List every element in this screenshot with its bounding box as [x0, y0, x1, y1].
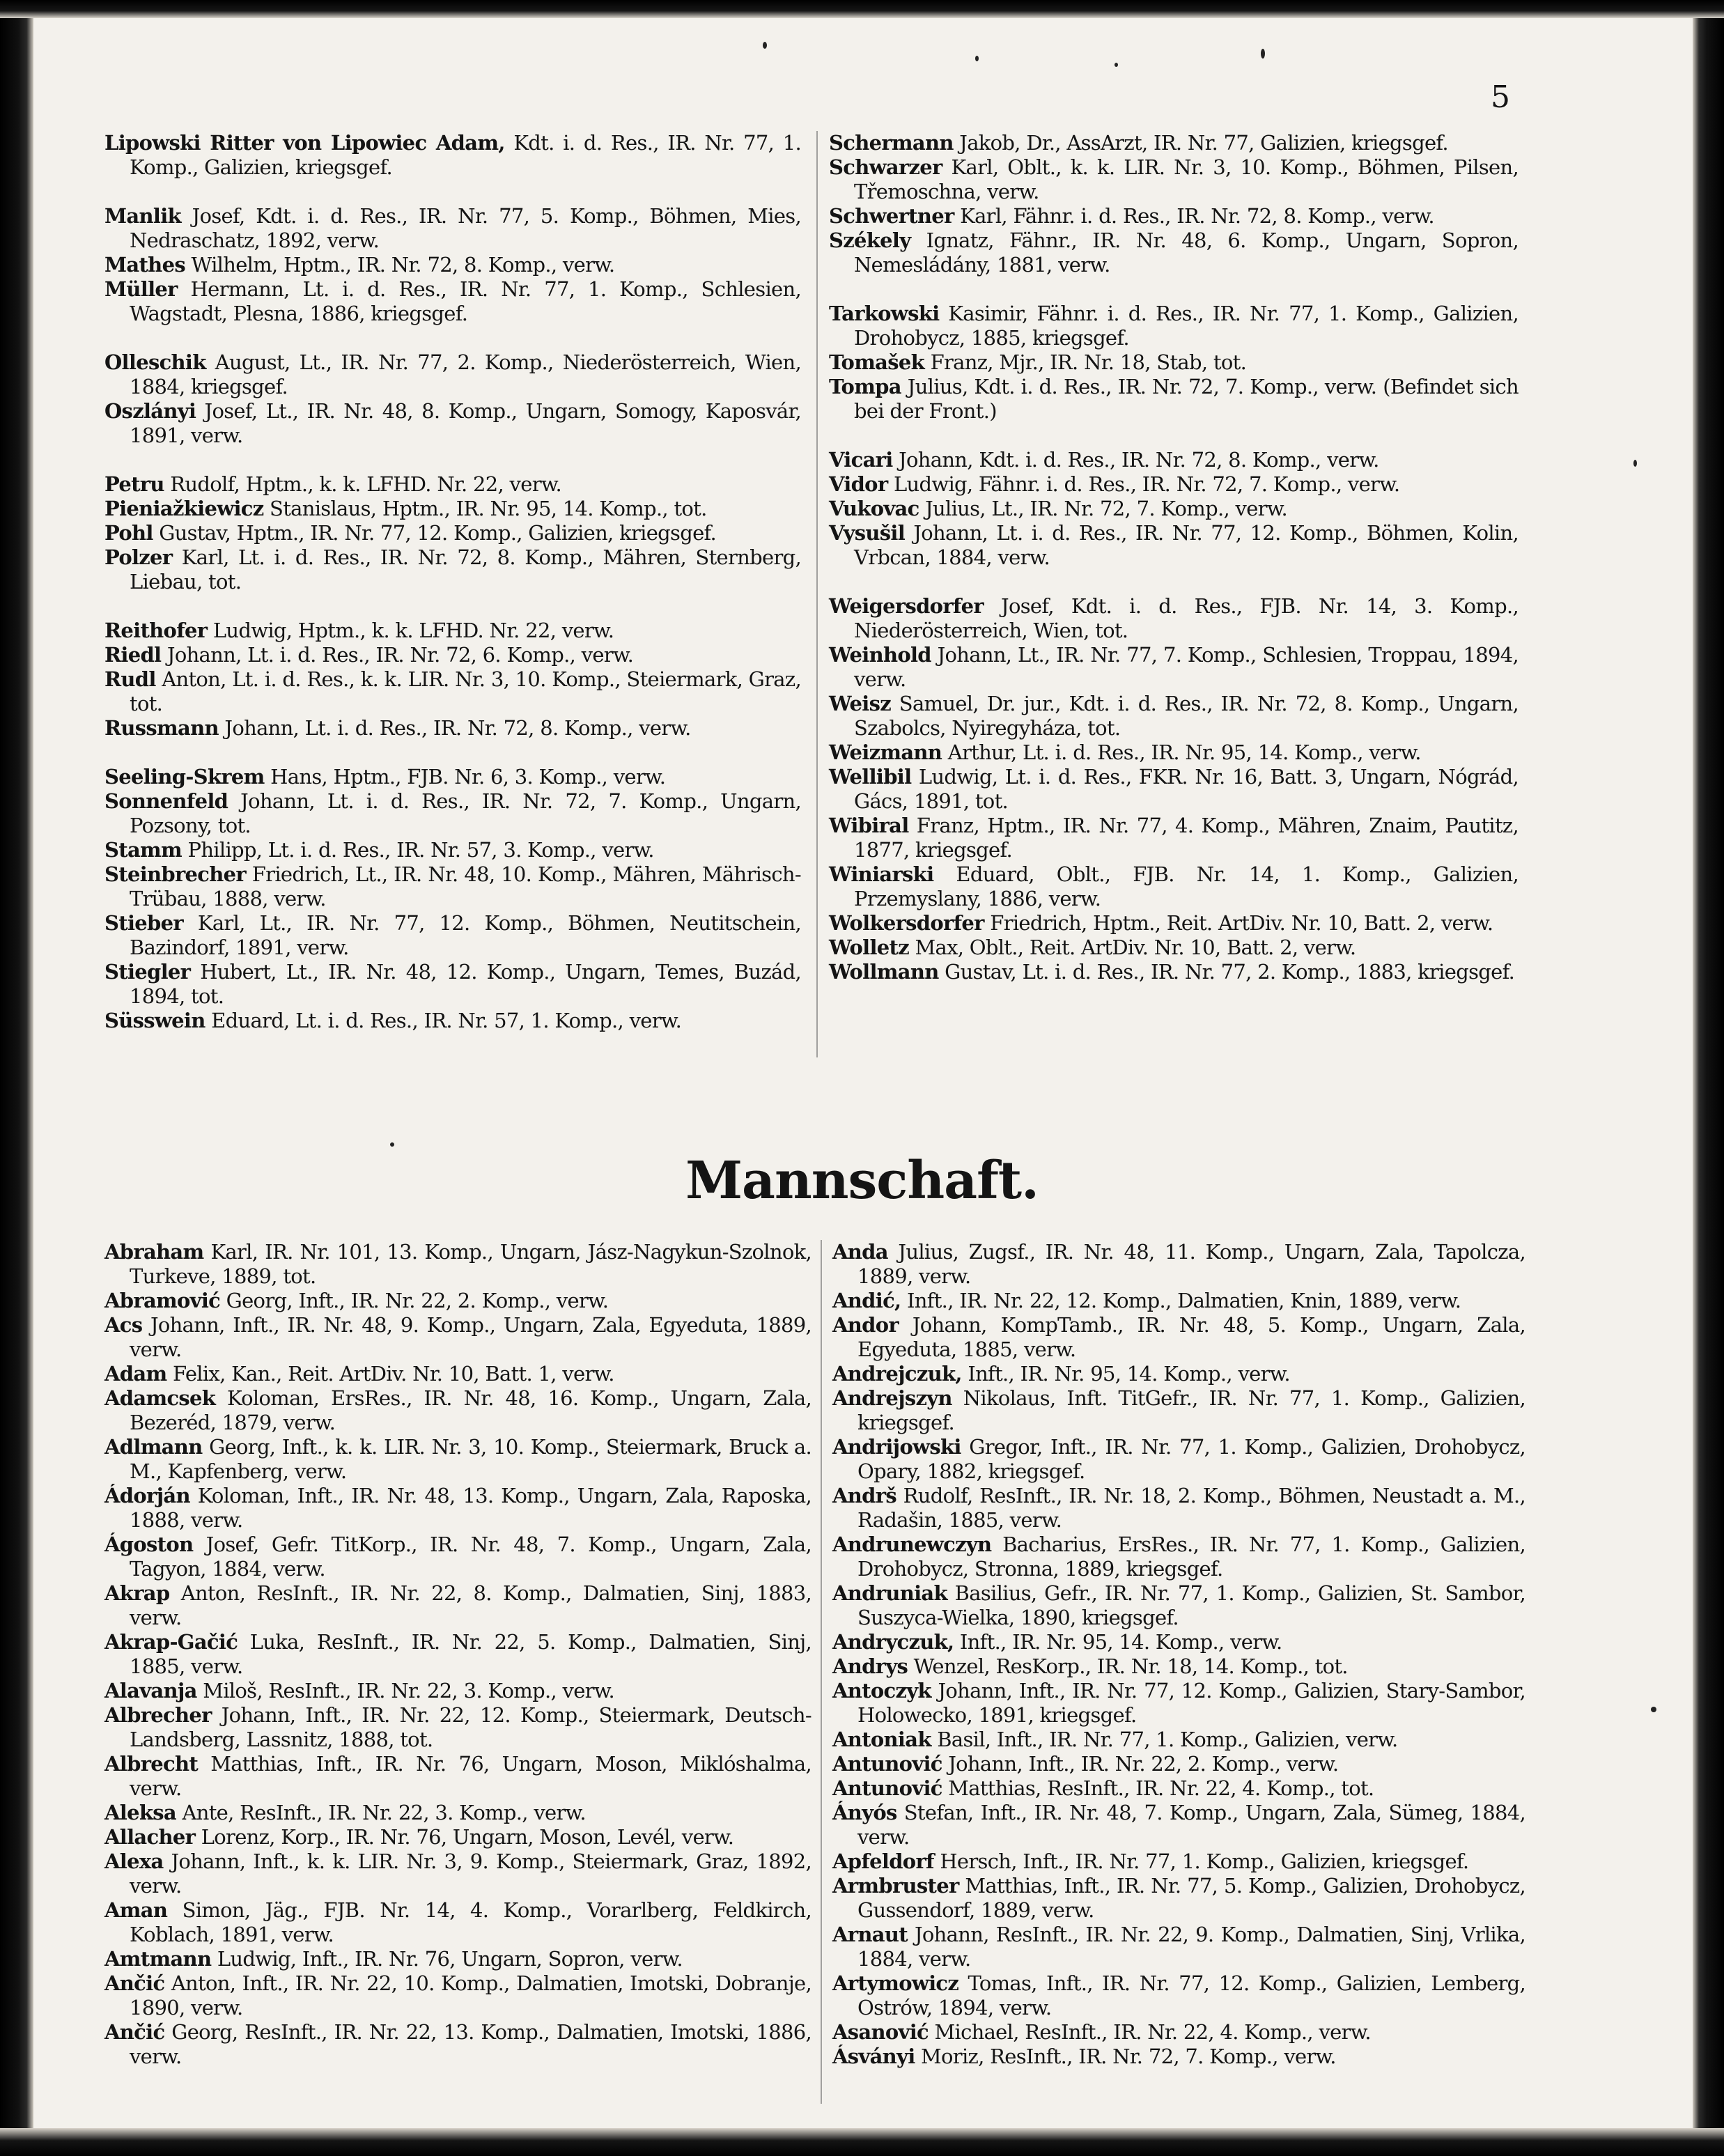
casualty-entry: [832, 1533, 1525, 1581]
casualty-entry: [104, 1898, 811, 1947]
entry-surname: Stieber: [104, 911, 183, 935]
casualty-entry: [104, 1581, 811, 1630]
entry-surname: Acs: [104, 1313, 143, 1337]
entry-details: Ignatz, Fähnr., IR. Nr. 48, 6. Komp., Ungarn, Sopron, Nemesládány, 1881, verw.: [854, 228, 1519, 277]
casualty-entry: [829, 960, 1519, 984]
entry-details: Hans, Hptm., FJB. Nr. 6, 3. Komp., verw.: [264, 765, 666, 789]
casualty-entry: [832, 1484, 1525, 1533]
casualty-entry: [829, 131, 1519, 155]
entry-details: Franz, Mjr., IR. Nr. 18, Stab, tot.: [924, 350, 1247, 374]
casualty-entry: [829, 740, 1519, 765]
casualty-entry: [832, 1313, 1525, 1362]
section-title: Mannschaft.: [685, 1151, 1039, 1211]
casualty-entry: [104, 1484, 811, 1533]
entry-surname: Antoniak: [832, 1728, 931, 1751]
entry-surname: Stiegler: [104, 960, 191, 984]
entry-details: Johann, Inft., k. k. LIR. Nr. 3, 9. Komp., Steiermark, Graz, 1892, verw.: [130, 1849, 811, 1898]
entry-surname: Wibiral: [829, 814, 909, 837]
entry-surname: Albrecht: [104, 1752, 199, 1776]
casualty-entry: [104, 1289, 811, 1313]
entry-surname: Tarkowski: [829, 302, 940, 325]
entry-details: Hersch, Inft., IR. Nr. 77, 1. Komp., Galizien, kriegsgef.: [933, 1849, 1469, 1873]
entry-details: Johann, Inft., IR. Nr. 77, 12. Komp., Galizien, Stary-Sambor, Holowecko, 1891, kriegsgef.: [857, 1679, 1525, 1727]
entry-details: Max, Oblt., Reit. ArtDiv. Nr. 10, Batt. 2, verw.: [909, 936, 1356, 959]
column-divider: [821, 1240, 822, 2104]
casualty-entry: [832, 1654, 1525, 1679]
entry-details: Karl, Fähnr. i. d. Res., IR. Nr. 72, 8. Komp., verw.: [954, 204, 1434, 228]
entry-details: Johann, Lt. i. d. Res., IR. Nr. 72, 8. Komp., verw.: [218, 716, 691, 740]
entry-surname: Andryczuk,: [832, 1630, 954, 1654]
entry-details: Anton, ResInft., IR. Nr. 22, 8. Komp., Dalmatien, Sinj, 1883, verw.: [130, 1581, 811, 1629]
casualty-entry: [104, 862, 801, 911]
entry-surname: Wellibil: [829, 765, 912, 789]
entry-surname: Anda: [832, 1240, 888, 1264]
entry-details: Ludwig, Fähnr. i. d. Res., IR. Nr. 72, 7. Komp., verw.: [887, 472, 1400, 496]
entry-details: Samuel, Dr. jur., Kdt. i. d. Res., IR. Nr. 72, 8. Komp., Ungarn, Szabolcs, Nyiregyháza, tot.: [854, 692, 1519, 740]
entry-gap: [829, 277, 1519, 302]
casualty-entry: [829, 497, 1519, 521]
casualty-entry: [104, 399, 801, 448]
entry-surname: Schwarzer: [829, 155, 942, 179]
entry-surname: Allacher: [104, 1825, 196, 1849]
enlisted-column-right: [832, 1240, 1525, 2069]
casualty-entry: [832, 1752, 1525, 1776]
casualty-entry: [104, 1435, 811, 1484]
casualty-entry: [104, 497, 801, 521]
entry-details: Ludwig, Lt. i. d. Res., FKR. Nr. 16, Batt. 3, Ungarn, Nógrád, Gács, 1891, tot.: [854, 765, 1519, 813]
scan-speck: [1633, 460, 1637, 467]
entry-details: Moriz, ResInft., IR. Nr. 72, 7. Komp., verw.: [915, 2045, 1336, 2068]
entry-surname: Lipowski Ritter von Lipowiec Adam,: [104, 131, 505, 155]
entry-surname: Reithofer: [104, 619, 208, 642]
casualty-entry: [104, 1009, 801, 1033]
casualty-entry: [104, 1362, 811, 1386]
entry-surname: Rudl: [104, 667, 156, 691]
casualty-entry: [104, 204, 801, 253]
entry-details: Georg, Inft., k. k. LIR. Nr. 3, 10. Komp., Steiermark, Bruck a. M., Kapfenberg, verw.: [130, 1435, 811, 1483]
casualty-entry: [832, 1971, 1525, 2020]
entry-details: Stanislaus, Hptm., IR. Nr. 95, 14. Komp., tot.: [263, 497, 707, 520]
entry-surname: Ányós: [832, 1801, 897, 1824]
entry-details: Hubert, Lt., IR. Nr. 48, 12. Komp., Ungarn, Temes, Buzád, 1894, tot.: [130, 960, 801, 1008]
entry-details: August, Lt., IR. Nr. 77, 2. Komp., Niederösterreich, Wien, 1884, kriegsgef.: [130, 350, 801, 398]
entry-details: Johann, Lt. i. d. Res., IR. Nr. 77, 12. Komp., Böhmen, Kolin, Vrbcan, 1884, verw.: [854, 521, 1519, 569]
entry-details: Lorenz, Korp., IR. Nr. 76, Ungarn, Moson, Levél, verw.: [195, 1825, 734, 1849]
entry-details: Johann, Inft., IR. Nr. 22, 12. Komp., Steiermark, Deutsch-Landsberg, Lassnitz, 1888, tot.: [130, 1703, 811, 1751]
entry-surname: Weinhold: [829, 643, 931, 667]
entry-surname: Artymowicz: [832, 1971, 959, 1995]
casualty-entry: [104, 716, 801, 740]
entry-gap: [104, 180, 801, 204]
entry-surname: Russmann: [104, 716, 219, 740]
casualty-entry: [104, 277, 801, 326]
entry-surname: Weisz: [829, 692, 891, 715]
entry-surname: Olleschik: [104, 350, 206, 374]
entry-surname: Aman: [104, 1898, 168, 1922]
entry-details: Tomas, Inft., IR. Nr. 77, 12. Komp., Galizien, Lemberg, Ostrów, 1894, verw.: [857, 1971, 1525, 2019]
casualty-entry: [104, 1971, 811, 2020]
scan-border-bottom: [0, 2128, 1724, 2156]
entry-surname: Vidor: [829, 472, 888, 496]
entry-details: Rudolf, Hptm., k. k. LFHD. Nr. 22, verw.: [164, 472, 562, 496]
entry-details: Eduard, Oblt., FJB. Nr. 14, 1. Komp., Galizien, Przemyslany, 1886, verw.: [854, 862, 1519, 910]
entry-surname: Riedl: [104, 643, 162, 667]
entry-details: Julius, Zugsf., IR. Nr. 48, 11. Komp., Ungarn, Zala, Tapolcza, 1889, verw.: [857, 1240, 1525, 1288]
entry-details: Ludwig, Inft., IR. Nr. 76, Ungarn, Sopron, verw.: [211, 1947, 683, 1971]
casualty-entry: [104, 1752, 811, 1801]
casualty-entry: [829, 204, 1519, 228]
entry-gap: [104, 326, 801, 350]
entry-details: Johann, Kdt. i. d. Res., IR. Nr. 72, 8. Komp., verw.: [892, 448, 1379, 472]
entry-details: Inft., IR. Nr. 95, 14. Komp., verw.: [954, 1630, 1282, 1654]
entry-surname: Alavanja: [104, 1679, 197, 1703]
casualty-entry: [829, 936, 1519, 960]
entry-surname: Andrunewczyn: [832, 1533, 992, 1556]
casualty-entry: [104, 789, 801, 838]
entry-gap: [104, 740, 801, 765]
officers-column-right: [829, 131, 1519, 984]
casualty-entry: [829, 155, 1519, 204]
entry-details: Gustav, Hptm., IR. Nr. 77, 12. Komp., Galizien, kriegsgef.: [153, 521, 717, 545]
scan-speck: [1261, 49, 1265, 59]
entry-details: Arthur, Lt. i. d. Res., IR. Nr. 95, 14. Komp., verw.: [942, 740, 1421, 764]
entry-details: Nikolaus, Inft. TitGefr., IR. Nr. 77, 1. Komp., Galizien, kriegsgef.: [857, 1386, 1525, 1434]
entry-details: Friedrich, Hptm., Reit. ArtDiv. Nr. 10, Batt. 2, verw.: [984, 911, 1493, 935]
entry-surname: Winiarski: [829, 862, 934, 886]
entry-surname: Wolletz: [829, 936, 909, 959]
casualty-entry: [104, 1240, 811, 1289]
entry-surname: Oszlányi: [104, 399, 196, 423]
casualty-entry: [832, 1776, 1525, 1801]
entry-surname: Andrejszyn: [832, 1386, 952, 1410]
casualty-entry: [104, 1825, 811, 1849]
casualty-entry: [104, 1533, 811, 1581]
entry-surname: Ádorján: [104, 1484, 190, 1507]
entry-surname: Wolkersdorfer: [829, 911, 984, 935]
casualty-entry: [104, 1849, 811, 1898]
entry-surname: Weizmann: [829, 740, 942, 764]
casualty-entry: [832, 1874, 1525, 1923]
entry-details: Inft., IR. Nr. 22, 12. Komp., Dalmatien, Knin, 1889, verw.: [901, 1289, 1461, 1312]
entry-details: Inft., IR. Nr. 95, 14. Komp., verw.: [961, 1362, 1290, 1386]
scan-border-right: [1693, 0, 1724, 2156]
entry-details: Matthias, Inft., IR. Nr. 77, 5. Komp., Galizien, Drohobycz, Gussendorf, 1889, verw.: [857, 1874, 1525, 1922]
casualty-entry: [829, 228, 1519, 277]
entry-details: Josef, Kdt. i. d. Res., FJB. Nr. 14, 3. Komp., Niederösterreich, Wien, tot.: [854, 594, 1519, 642]
entry-details: Josef, Gefr. TitKorp., IR. Nr. 48, 7. Komp., Ungarn, Zala, Tagyon, 1884, verw.: [130, 1533, 811, 1581]
entry-surname: Andruniak: [832, 1581, 947, 1605]
entry-surname: Tomašek: [829, 350, 925, 374]
entry-surname: Andić,: [832, 1289, 901, 1312]
entry-details: Friedrich, Lt., IR. Nr. 48, 10. Komp., Mähren, Mährisch-Trübau, 1888, verw.: [130, 862, 801, 910]
entry-details: Georg, ResInft., IR. Nr. 22, 13. Komp., Dalmatien, Imotski, 1886, verw.: [130, 2020, 811, 2068]
casualty-entry: [832, 1435, 1525, 1484]
scan-border-left: [0, 0, 33, 2156]
casualty-entry: [832, 2020, 1525, 2045]
casualty-entry: [104, 643, 801, 667]
casualty-entry: [832, 1240, 1525, 1289]
casualty-entry: [829, 350, 1519, 375]
casualty-entry: [104, 2020, 811, 2069]
entry-surname: Antoczyk: [832, 1679, 931, 1703]
entry-surname: Albrecher: [104, 1703, 212, 1727]
enlisted-column-left: [104, 1240, 811, 2069]
entry-surname: Schwertner: [829, 204, 954, 228]
entry-details: Jakob, Dr., AssArzt, IR. Nr. 77, Galizien, kriegsgef.: [953, 131, 1448, 155]
entry-surname: Andrys: [832, 1654, 908, 1678]
entry-details: Basilius, Gefr., IR. Nr. 77, 1. Komp., Galizien, St. Sambor, Suszyca-Wielka, 1890, kriegsgef.: [857, 1581, 1525, 1629]
casualty-entry: [829, 594, 1519, 643]
entry-details: Ante, ResInft., IR. Nr. 22, 3. Komp., verw.: [176, 1801, 586, 1824]
entry-surname: Akrap: [104, 1581, 170, 1605]
entry-details: Josef, Lt., IR. Nr. 48, 8. Komp., Ungarn, Somogy, Kaposvár, 1891, verw.: [130, 399, 801, 447]
entry-surname: Andor: [832, 1313, 899, 1337]
entry-surname: Schermann: [829, 131, 954, 155]
column-divider: [816, 131, 818, 1057]
entry-surname: Wollmann: [829, 960, 939, 984]
entry-details: Franz, Hptm., IR. Nr. 77, 4. Komp., Mähren, Znaim, Pautitz, 1877, kriegsgef.: [854, 814, 1519, 862]
casualty-entry: [104, 1630, 811, 1679]
casualty-entry: [104, 960, 801, 1009]
casualty-entry: [104, 1703, 811, 1752]
entry-surname: Andrijowski: [832, 1435, 961, 1459]
casualty-entry: [104, 253, 801, 277]
casualty-entry: [104, 765, 801, 789]
entry-surname: Alexa: [104, 1849, 164, 1873]
casualty-entry: [832, 1801, 1525, 1849]
casualty-entry: [832, 1849, 1525, 1874]
casualty-entry: [829, 692, 1519, 740]
entry-details: Simon, Jäg., FJB. Nr. 14, 4. Komp., Vorarlberg, Feldkirch, Koblach, 1891, verw.: [130, 1898, 811, 1946]
casualty-entry: [104, 350, 801, 399]
entry-details: Georg, Inft., IR. Nr. 22, 2. Komp., verw.: [220, 1289, 609, 1312]
entry-surname: Apfeldorf: [832, 1849, 934, 1873]
entry-surname: Vicari: [829, 448, 893, 472]
casualty-entry: [104, 521, 801, 545]
casualty-entry: [832, 1630, 1525, 1654]
entry-details: Julius, Lt., IR. Nr. 72, 7. Komp., verw.: [919, 497, 1288, 520]
casualty-entry: [104, 1947, 811, 1971]
entry-surname: Abramović: [104, 1289, 221, 1312]
casualty-entry: [104, 1386, 811, 1435]
casualty-entry: [829, 643, 1519, 692]
entry-surname: Süsswein: [104, 1009, 205, 1032]
casualty-entry: [832, 1728, 1525, 1752]
scan-speck: [390, 1142, 394, 1147]
entry-details: Matthias, ResInft., IR. Nr. 22, 4. Komp., tot.: [942, 1776, 1374, 1800]
entry-surname: Seeling-Skrem: [104, 765, 265, 789]
entry-surname: Ančić: [104, 1971, 165, 1995]
entry-surname: Adam: [104, 1362, 167, 1386]
casualty-entry: [829, 911, 1519, 936]
entry-surname: Polzer: [104, 545, 173, 569]
entry-surname: Sonnenfeld: [104, 789, 228, 813]
entry-details: Felix, Kan., Reit. ArtDiv. Nr. 10, Batt. 1, verw.: [166, 1362, 614, 1386]
entry-details: Johann, Lt., IR. Nr. 77, 7. Komp., Schlesien, Troppau, 1894, verw.: [854, 643, 1519, 691]
casualty-entry: [832, 1386, 1525, 1435]
casualty-entry: [104, 1679, 811, 1703]
casualty-entry: [829, 302, 1519, 350]
entry-surname: Antunović: [832, 1752, 942, 1776]
entry-details: Johann, Lt. i. d. Res., IR. Nr. 72, 6. Komp., verw.: [161, 643, 634, 667]
entry-surname: Amtmann: [104, 1947, 212, 1971]
entry-surname: Pohl: [104, 521, 153, 545]
entry-details: Eduard, Lt. i. d. Res., IR. Nr. 57, 1. Komp., verw.: [205, 1009, 682, 1032]
casualty-entry: [104, 838, 801, 862]
casualty-entry: [832, 2045, 1525, 2069]
entry-details: Basil, Inft., IR. Nr. 77, 1. Komp., Galizien, verw.: [931, 1728, 1398, 1751]
entry-surname: Aleksa: [104, 1801, 176, 1824]
entry-surname: Ančić: [104, 2020, 165, 2044]
casualty-entry: [829, 521, 1519, 570]
casualty-entry: [829, 472, 1519, 497]
casualty-entry: [104, 545, 801, 594]
entry-details: Karl, Oblt., k. k. LIR. Nr. 3, 10. Komp., Böhmen, Pilsen, Třemoschna, verw.: [854, 155, 1519, 203]
scan-speck: [763, 42, 767, 49]
entry-details: Koloman, Inft., IR. Nr. 48, 13. Komp., Ungarn, Zala, Raposka, 1888, verw.: [130, 1484, 811, 1532]
entry-surname: Arnaut: [832, 1923, 908, 1946]
casualty-entry: [829, 765, 1519, 814]
entry-surname: Abraham: [104, 1240, 204, 1264]
entry-surname: Adlmann: [104, 1435, 203, 1459]
entry-surname: Vysušil: [829, 521, 906, 545]
scan-speck: [1651, 1707, 1656, 1712]
entry-details: Bacharius, ErsRes., IR. Nr. 77, 1. Komp., Galizien, Drohobycz, Stronna, 1889, kriegsgef.: [857, 1533, 1525, 1581]
entry-surname: Andrejczuk,: [832, 1362, 962, 1386]
entry-details: Johann, Inft., IR. Nr. 22, 2. Komp., verw.: [942, 1752, 1339, 1776]
entry-details: Johann, KompTamb., IR. Nr. 48, 5. Komp., Ungarn, Zala, Egyeduta, 1885, verw.: [857, 1313, 1525, 1361]
entry-surname: Ágoston: [104, 1533, 194, 1556]
entry-details: Kdt. i. d. Res., IR. Nr. 77, 1. Komp., Galizien, kriegsgef.: [130, 131, 801, 179]
entry-details: Kasimir, Fähnr. i. d. Res., IR. Nr. 77, 1. Komp., Galizien, Drohobycz, 1885, kriegsgef.: [854, 302, 1519, 350]
entry-surname: Székely: [829, 228, 911, 252]
entry-gap: [829, 570, 1519, 594]
entry-details: Matthias, Inft., IR. Nr. 76, Ungarn, Moson, Miklóshalma, verw.: [130, 1752, 811, 1800]
entry-surname: Ásványi: [832, 2045, 915, 2068]
entry-details: Karl, Lt., IR. Nr. 77, 12. Komp., Böhmen, Neutitschein, Bazindorf, 1891, verw.: [130, 911, 801, 959]
entry-details: Anton, Inft., IR. Nr. 22, 10. Komp., Dalmatien, Imotski, Dobranje, 1890, verw.: [130, 1971, 811, 2019]
scan-speck: [975, 56, 979, 61]
casualty-entry: [829, 448, 1519, 472]
entry-surname: Müller: [104, 277, 178, 301]
entry-details: Michael, ResInft., IR. Nr. 22, 4. Komp., verw.: [928, 2020, 1371, 2044]
officers-column-left: [104, 131, 801, 1033]
entry-details: Karl, Lt. i. d. Res., IR. Nr. 72, 8. Komp., Mähren, Sternberg, Liebau, tot.: [130, 545, 801, 594]
entry-surname: Manlik: [104, 204, 181, 228]
casualty-entry: [104, 131, 801, 180]
casualty-entry: [832, 1923, 1525, 1971]
entry-surname: Andrš: [832, 1484, 896, 1507]
scan-border-top: [0, 0, 1724, 18]
page-number: 5: [1491, 79, 1510, 115]
entry-surname: Vukovac: [829, 497, 919, 520]
entry-surname: Akrap-Gačić: [104, 1630, 238, 1654]
casualty-entry: [829, 862, 1519, 911]
entry-details: Anton, Lt. i. d. Res., k. k. LIR. Nr. 3, 10. Komp., Steiermark, Graz, tot.: [130, 667, 801, 715]
entry-gap: [104, 594, 801, 619]
entry-surname: Antunović: [832, 1776, 942, 1800]
entry-surname: Armbruster: [832, 1874, 959, 1898]
entry-details: Luka, ResInft., IR. Nr. 22, 5. Komp., Dalmatien, Sinj, 1885, verw.: [130, 1630, 811, 1678]
entry-gap: [829, 424, 1519, 448]
entry-surname: Petru: [104, 472, 164, 496]
entry-details: Josef, Kdt. i. d. Res., IR. Nr. 77, 5. Komp., Böhmen, Mies, Nedraschatz, 1892, verw.: [130, 204, 801, 252]
entry-details: Gustav, Lt. i. d. Res., IR. Nr. 77, 2. Komp., 1883, kriegsgef.: [938, 960, 1515, 984]
casualty-entry: [104, 1313, 811, 1362]
casualty-entry: [104, 667, 801, 716]
entry-details: Karl, IR. Nr. 101, 13. Komp., Ungarn, Jász-Nagykun-Szolnok, Turkeve, 1889, tot.: [130, 1240, 811, 1288]
entry-details: Julius, Kdt. i. d. Res., IR. Nr. 72, 7. Komp., verw. (Befindet sich bei der Front.): [854, 375, 1519, 423]
casualty-entry: [832, 1289, 1525, 1313]
entry-details: Philipp, Lt. i. d. Res., IR. Nr. 57, 3. Komp., verw.: [182, 838, 654, 862]
entry-details: Ludwig, Hptm., k. k. LFHD. Nr. 22, verw.: [207, 619, 614, 642]
entry-details: Wilhelm, Hptm., IR. Nr. 72, 8. Komp., verw.: [185, 253, 615, 277]
casualty-entry: [104, 472, 801, 497]
entry-surname: Stamm: [104, 838, 182, 862]
casualty-entry: [104, 911, 801, 960]
casualty-entry: [104, 1801, 811, 1825]
casualty-entry: [104, 619, 801, 643]
entry-surname: Adamcsek: [104, 1386, 216, 1410]
entry-details: Hermann, Lt. i. d. Res., IR. Nr. 77, 1. Komp., Schlesien, Wagstadt, Plesna, 1886, kriegsgef.: [130, 277, 801, 325]
casualty-entry: [829, 814, 1519, 862]
entry-details: Wenzel, ResKorp., IR. Nr. 18, 14. Komp., tot.: [908, 1654, 1348, 1678]
casualty-entry: [832, 1362, 1525, 1386]
casualty-entry: [829, 375, 1519, 424]
entry-details: Koloman, ErsRes., IR. Nr. 48, 16. Komp., Ungarn, Zala, Bezeréd, 1879, verw.: [130, 1386, 811, 1434]
entry-details: Johann, Inft., IR. Nr. 48, 9. Komp., Ungarn, Zala, Egyeduta, 1889, verw.: [130, 1313, 811, 1361]
entry-gap: [104, 448, 801, 472]
entry-surname: Pieniažkiewicz: [104, 497, 264, 520]
scan-speck: [1115, 63, 1118, 67]
casualty-entry: [832, 1679, 1525, 1728]
entry-surname: Tompa: [829, 375, 901, 398]
entry-details: Gregor, Inft., IR. Nr. 77, 1. Komp., Galizien, Drohobycz, Opary, 1882, kriegsgef.: [857, 1435, 1525, 1483]
entry-surname: Asanović: [832, 2020, 929, 2044]
entry-surname: Weigersdorfer: [829, 594, 984, 618]
entry-details: Johann, Lt. i. d. Res., IR. Nr. 72, 7. Komp., Ungarn, Pozsony, tot.: [130, 789, 801, 837]
entry-details: Rudolf, ResInft., IR. Nr. 18, 2. Komp., Böhmen, Neustadt a. M., Radašin, 1885, verw.: [857, 1484, 1525, 1532]
entry-details: Miloš, ResInft., IR. Nr. 22, 3. Komp., verw.: [196, 1679, 615, 1703]
casualty-entry: [832, 1581, 1525, 1630]
entry-surname: Steinbrecher: [104, 862, 246, 886]
entry-details: Stefan, Inft., IR. Nr. 48, 7. Komp., Ungarn, Zala, Sümeg, 1884, verw.: [857, 1801, 1525, 1849]
entry-surname: Mathes: [104, 253, 185, 277]
entry-details: Johann, ResInft., IR. Nr. 22, 9. Komp., Dalmatien, Sinj, Vrlika, 1884, verw.: [857, 1923, 1525, 1971]
